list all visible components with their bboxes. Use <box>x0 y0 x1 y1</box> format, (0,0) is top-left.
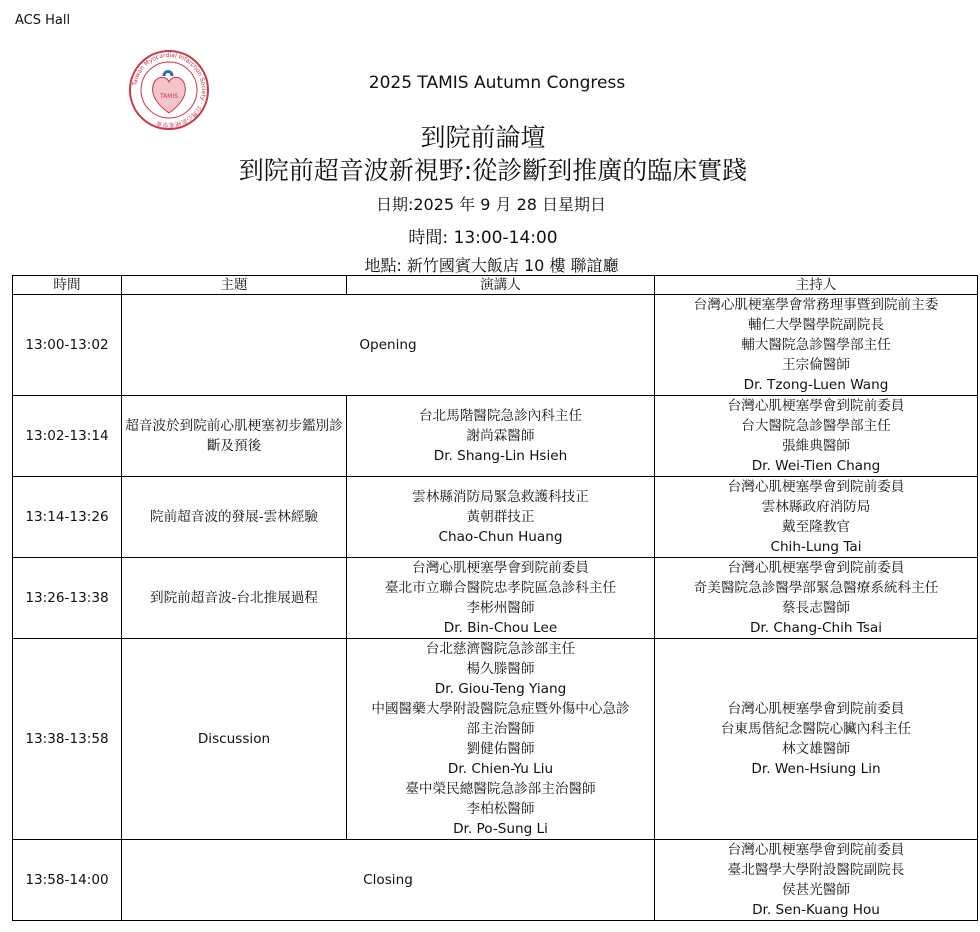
row-topic: Opening <box>122 295 655 396</box>
speaker-line: Chao-Chun Huang <box>438 529 563 545</box>
row-time: 13:38-13:58 <box>13 639 122 840</box>
row-moderators <box>655 840 978 921</box>
header-speaker: 演講人 <box>347 276 655 295</box>
moderator-line: Dr. Tzong-Luen Wang <box>743 377 889 393</box>
row-speakers <box>347 396 655 477</box>
hall-label: ACS Hall <box>15 13 71 28</box>
table-header-row <box>13 276 978 295</box>
row-moderators <box>655 639 978 840</box>
row-topic: 到院前超音波-台北推展過程 <box>122 558 347 639</box>
speaker-line: 臺北市立聯合醫院忠孝院區急診科主任 <box>384 580 617 596</box>
speaker-line: Dr. Giou-Teng Yiang <box>434 681 567 697</box>
moderator-line: 台灣心肌梗塞學會到院前委員 <box>727 701 905 717</box>
forum-title: 到院前論壇 <box>420 123 546 152</box>
speaker-line: 雲林縣消防局緊急救護科技正 <box>412 489 589 505</box>
row-moderators <box>655 477 978 558</box>
table-row <box>13 558 978 639</box>
moderator-line: 王宗倫醫師 <box>782 357 850 373</box>
speaker-line: Dr. Shang-Lin Hsieh <box>433 448 568 464</box>
speaker-line: Dr. Po-Sung Li <box>453 821 548 837</box>
moderator-line: 蔡長志醫師 <box>782 600 850 616</box>
speaker-line: Dr. Chien-Yu Liu <box>447 761 554 777</box>
moderator-line: 張維典醫師 <box>782 438 850 454</box>
session-subtitle: 到院前超音波新視野:從診斷到推廣的臨床實踐 <box>238 156 748 185</box>
speaker-line: 部主治醫師 <box>466 721 535 737</box>
moderator-line: 輔大醫院急診醫學部主任 <box>741 337 891 353</box>
row-speakers <box>347 558 655 639</box>
moderator-line: 戴至隆教官 <box>782 519 850 535</box>
moderator-line: 雲林縣政府消防局 <box>761 499 871 515</box>
svg-text:Taiwan Myocardial Infarction S: Taiwan Myocardial Infarction Society · 台灣心肌梗塞學會 <box>131 51 208 129</box>
moderator-line: 台灣心肌梗塞學會到院前委員 <box>727 479 905 495</box>
moderator-line: Dr. Wei-Tien Chang <box>751 458 881 474</box>
table-row <box>13 396 978 477</box>
moderator-line: 臺北醫學大學附設醫院副院長 <box>727 862 905 878</box>
moderator-line: Dr. Wen-Hsiung Lin <box>751 761 881 777</box>
row-speakers <box>347 477 655 558</box>
moderator-line: 台灣心肌梗塞學會常務理事暨到院前主委 <box>693 297 939 313</box>
session-date: 日期:2025 年 9 月 28 日星期日 <box>375 195 607 214</box>
row-topic <box>122 396 347 477</box>
moderator-line: 台灣心肌梗塞學會到院前委員 <box>727 560 905 576</box>
speaker-line: 黃朝群技正 <box>466 509 535 525</box>
moderator-line: Dr. Sen-Kuang Hou <box>752 902 880 918</box>
row-time: 13:00-13:02 <box>13 295 122 396</box>
row-time: 13:02-13:14 <box>13 396 122 477</box>
session-time: 時間: 13:00-14:00 <box>408 228 558 248</box>
row-topic: 院前超音波的發展-雲林經驗 <box>122 477 347 558</box>
table-row <box>13 295 978 396</box>
moderator-line: 林文雄醫師 <box>782 741 850 757</box>
speaker-line: 台灣心肌梗塞學會到院前委員 <box>412 560 589 576</box>
speaker-line: 劉健佑醫師 <box>466 741 535 757</box>
row-speakers <box>347 639 655 840</box>
schedule-table <box>12 275 978 921</box>
table-row <box>13 477 978 558</box>
row-topic: Discussion <box>122 639 347 840</box>
header-moderator: 主持人 <box>655 276 978 295</box>
speaker-line: 台北慈濟醫院急診部主任 <box>425 641 576 657</box>
moderator-line: 台灣心肌梗塞學會到院前委員 <box>727 842 905 858</box>
speaker-line: Dr. Bin-Chou Lee <box>443 620 558 636</box>
congress-title: 2025 TAMIS Autumn Congress <box>368 73 626 93</box>
row-time: 13:26-13:38 <box>13 558 122 639</box>
row-moderators <box>655 396 978 477</box>
moderator-line: 台灣心肌梗塞學會到院前委員 <box>727 398 905 414</box>
speaker-line: 台北馬階醫院急診內科主任 <box>418 408 583 424</box>
speaker-line: 謝尚霖醫師 <box>466 428 535 444</box>
speaker-line: 李柏松醫師 <box>466 801 535 817</box>
moderator-line: Dr. Chang-Chih Tsai <box>749 620 883 636</box>
header-time: 時間 <box>13 276 122 295</box>
moderator-line: Chih-Lung Tai <box>770 539 862 555</box>
moderator-line: 輔仁大學醫學院副院長 <box>748 317 884 333</box>
row-time: 13:58-14:00 <box>13 840 122 921</box>
speaker-line: 臺中榮民總醫院急診部主治醫師 <box>405 781 596 797</box>
moderator-line: 侯甚光醫師 <box>782 882 850 898</box>
row-topic: Closing <box>122 840 655 921</box>
speaker-line: 中國醫藥大學附設醫院急症暨外傷中心急診 <box>371 701 630 717</box>
session-venue: 地點: 新竹國賓大飯店 10 樓 聯誼廳 <box>364 256 619 275</box>
row-moderators <box>655 558 978 639</box>
speaker-line: 楊久滕醫師 <box>466 661 535 677</box>
header-topic: 主題 <box>122 276 347 295</box>
moderator-line: 台大醫院急診醫學部主任 <box>741 418 891 434</box>
moderator-line: 奇美醫院急診醫學部緊急醫療系統科主任 <box>693 580 939 596</box>
topic-text: 超音波於到院前心肌梗塞初步鑑別診斷及預後 <box>125 418 343 454</box>
logo-inner-text: TAMIS <box>159 93 179 100</box>
moderator-line: 台東馬偕紀念醫院心臟內科主任 <box>720 721 912 737</box>
row-moderators <box>655 295 978 396</box>
table-row <box>13 840 978 921</box>
table-row <box>13 639 978 840</box>
speaker-line: 李彬州醫師 <box>466 600 535 616</box>
row-time: 13:14-13:26 <box>13 477 122 558</box>
